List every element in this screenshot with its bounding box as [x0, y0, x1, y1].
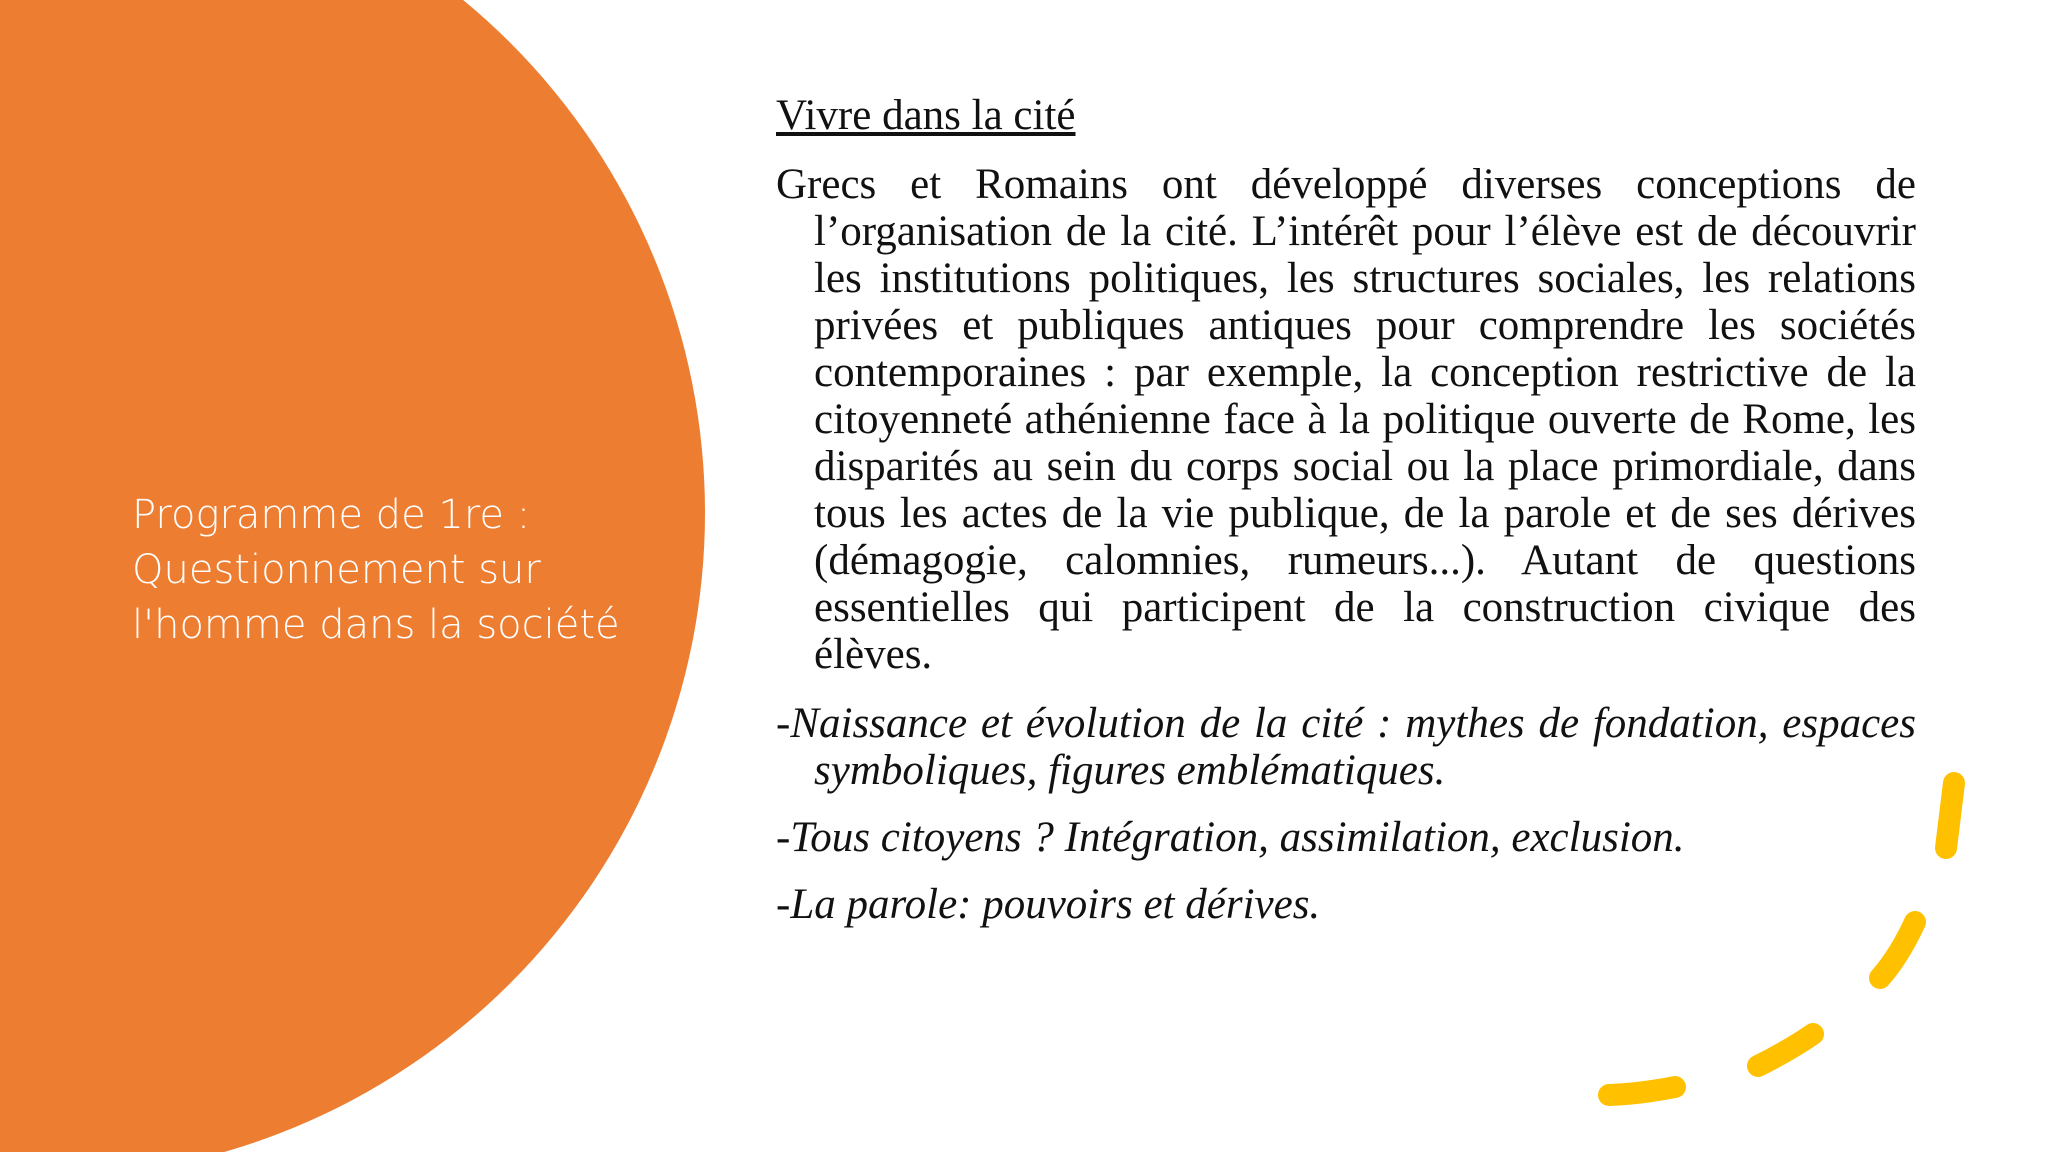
arc-dash-1	[1946, 783, 1954, 848]
arc-dash-3	[1758, 1034, 1813, 1066]
section-title: Programme de 1re : Questionnement sur l'homme dans la société	[132, 492, 620, 648]
arc-dash-4	[1609, 1087, 1675, 1095]
list-item-3: -La parole: pouvoirs et dérives.	[776, 881, 1321, 928]
list-item-1: -Naissance et évolution de la cité : mythes de fondation, espaces symboliques, figures emblématiques.	[776, 700, 1916, 794]
content-heading: Vivre dans la cité	[776, 92, 1076, 139]
intro-paragraph: Grecs et Romains ont développé diverses conceptions de l’organisation de la cité. L’intérêt pour l’élève est de découvrir les institutions politiques, les structures sociales, les relations privées et publiques antiques pour comprendre les sociétés contemporaines : par exemple, la conception restrictive de la citoyenneté athénienne face à la politique ouverte de Rome, les disparités au sein du corps social ou la place primordiale, dans tous les actes de la vie publique, de la parole et de ses dérives (démagogie, calomnies, rumeurs...). Autant de questions essentielles qui participent de la construction civique des élèves.	[776, 161, 1916, 678]
list-item-2: -Tous citoyens ? Intégration, assimilation, exclusion.	[776, 814, 1685, 861]
arc-dash-2	[1880, 922, 1915, 978]
